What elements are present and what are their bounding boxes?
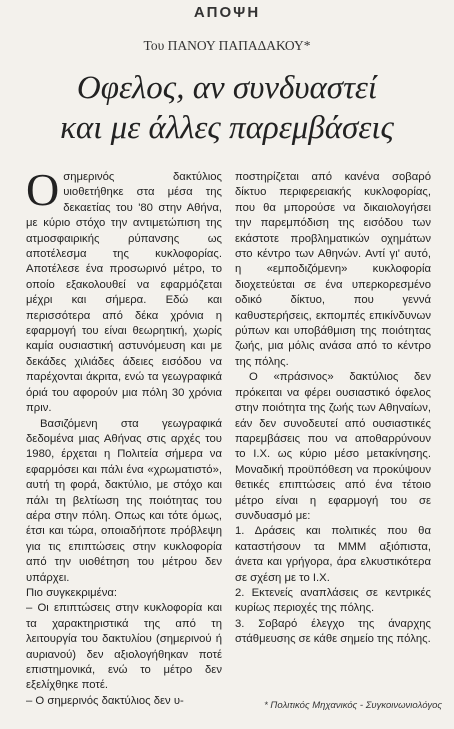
paragraph: – Οι επιπτώσεις στην κυκλοφορία και τα χαρακτηριστικά της από τη λειτουργία του δακτυλίου (σημερινού ή αυριανού) δεν αξιολογήθηκαν ποτέ επιστημονικά, ενώ το μέτρο δεν εξελίχθηκε ποτέ. <box>26 602 222 692</box>
paragraph: – Ο σημερινός δακτύλιος δεν υ- <box>26 694 184 707</box>
list-item: 1. Δράσεις και πολιτικές που θα καταστήσουν τα ΜΜΜ αξιόπιστα, άνετα και γρήγορα, άρα ελκυστικότερα σε σχέση με το Ι.Χ. <box>235 525 431 584</box>
paragraph-text: σημερινός δακτύλιος υιοθετήθηκε στα μέσα της δεκαετίας του '80 στην Αθήνα, με κύριο στόχο την αντιμετώπιση της ατμοσφαιρικής ρύπανσης ως αποτέλεσμα της κυκλοφορίας. Αποτέλεσε ένα προσωρινό μέτρο, το οποίο εξακολουθεί να εφαρμόζεται μέχρι και σήμερα. Εδώ και περισσότερα από δέκα χρόνια η εφαρμογή του είναι θεωρητική, χωρίς καμία ουσιαστική αστυνόμευση και με δεκάδες χιλιάδες άδειες εισόδου να παρέχονται άκριτα, ενώ τα γεωγραφικά όριά του αφορούν μια πόλη 30 χρόνια πριν. <box>26 171 222 415</box>
right-column <box>235 170 431 648</box>
paragraph <box>26 164 222 417</box>
drop-cap: Ο <box>26 164 60 215</box>
paragraph: ποστηρίζεται από κανένα σοβαρό δίκτυο περιφερειακής κυκλοφορίας, που θα μπορούσε να δικαιολογήσει την παρεμπόδιση της εισόδου των εκάστοτε προβληματικών οχημάτων στο κέντρο των Αθηνών. Αντί γι' αυτό, η «εμποδιζόμενη» κυκλοφορία διοχετεύεται σε ένα υπερκορεσμένο οδικό δίκτυο, που γεννά καθυστερήσεις, εκπομπές επικίνδυνων ρύπων και υποβάθμιση της ποιότητας ζωής, μια μόλις ανάσα από το κέντρο της πόλης. <box>235 171 431 368</box>
paragraph: Πιο συγκεκριμένα: <box>26 586 118 599</box>
byline: Του ΠΑΝΟΥ ΠΑΠΑΔΑΚΟΥ* <box>143 38 311 53</box>
list-item: 3. Σοβαρό έλεγχο της άναρχης στάθμευσης σε κάθε σημείο της πόλης. <box>235 617 431 646</box>
paragraph: Βασιζόμενη στα γεωγραφικά δεδομένα μιας Αθήνας στις αρχές του 1980, έρχεται η Πολιτεία σήμερα να εφαρμόσει και πάλι ένα «χρωματιστό», αυτή τη φορά, δακτύλιο, με στόχο και πάλι τη βελτίωση της ποιότητας του αέρα στην πόλη. Οπως και τότε όμως, έτσι και τώρα, οποιαδήποτε πρόβλεψη για τις επιπτώσεις στην κυκλοφορία από την υιοθέτηση του μέτρου δεν υπάρχει. <box>26 417 222 584</box>
headline-line-2: και με άλλες παρεμβάσεις <box>60 110 394 146</box>
author-footnote: * Πολιτικός Μηχανικός - Συγκοινωνιολόγος <box>264 700 442 711</box>
headline <box>0 68 454 148</box>
headline-line-1: Οφελος, αν συνδυαστεί <box>76 70 378 106</box>
paragraph: Ο «πράσινος» δακτύλιος δεν πρόκειται να φέρει ουσιαστικό όφελος στην ποιότητα της ζωής των Αθηναίων, εάν δεν συνοδευτεί από ουσιαστικές παρεμβάσεις που να αποθαρρύνουν το Ι.Χ. ως κύριο μέσο μετακίνησης. Μοναδική προϋπόθεση να προκύψουν θετικές επιπτώσεις από ένα τέτοιο μέτρο είναι η εφαρμογή του σε συνδυασμό με: <box>235 371 431 522</box>
section-label: ΑΠΟΨΗ <box>193 4 261 21</box>
left-column <box>26 164 222 709</box>
list-item: 2. Εκτενείς αναπλάσεις σε κεντρικές κυρίως περιοχές της πόλης. <box>235 586 431 615</box>
